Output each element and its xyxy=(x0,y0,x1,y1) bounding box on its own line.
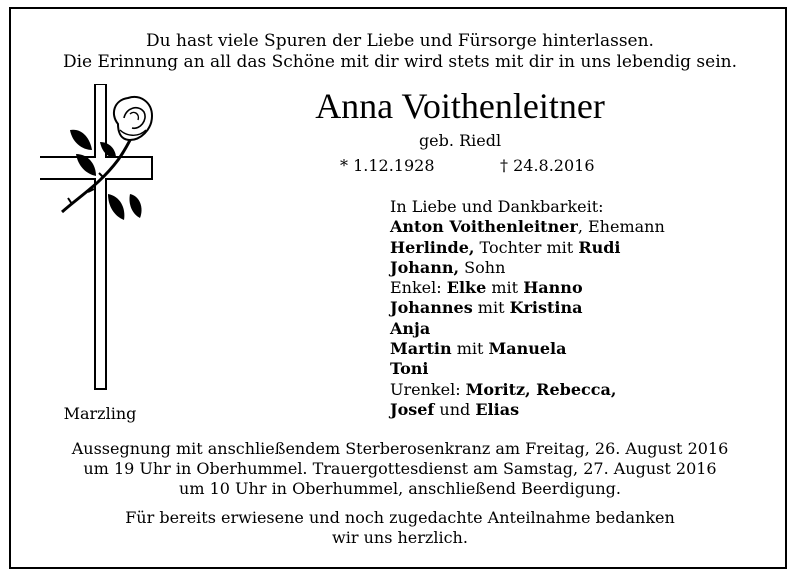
mourner-line xyxy=(390,258,665,278)
thanks-note xyxy=(0,508,800,548)
mourners-intro: In Liebe und Dankbarkeit: xyxy=(390,197,604,216)
mourner-name: Anja xyxy=(390,318,431,338)
motto xyxy=(0,31,800,73)
mourner-name: Herlinde, xyxy=(390,237,475,257)
mourner-relation: , Ehemann xyxy=(577,217,665,237)
birth-name: geb. Riedl xyxy=(418,131,502,150)
mourner-connector: und xyxy=(434,399,476,419)
deceased-name: Anna Voithenleitner xyxy=(315,86,605,126)
mourner-connector: mit xyxy=(451,339,489,359)
mourner-relation: Enkel: xyxy=(390,278,447,298)
mourner-name: Hanno xyxy=(523,278,583,298)
mourner-name: Toni xyxy=(390,359,429,379)
service-line-1: Aussegnung mit anschließendem Sterberosenkranz am Freitag, 26. August 2016 xyxy=(71,439,729,458)
service-line-2: um 19 Uhr in Oberhummel. Trauergottesdienst am Samstag, 27. August 2016 xyxy=(83,459,717,478)
thanks-line-2: wir uns herzlich. xyxy=(332,528,468,547)
mourner-line xyxy=(390,400,665,420)
mourner-name: Elias xyxy=(475,399,520,419)
thanks-line-1: Für bereits erwiesene und noch zugedachte Anteilnahme bedanken xyxy=(125,508,675,527)
rose-bloom xyxy=(114,97,152,140)
birth-date: * 1.12.1928 xyxy=(340,156,435,175)
mourner-line xyxy=(390,359,665,379)
mourner-name: Elke xyxy=(446,278,487,298)
place-of-residence: Marzling xyxy=(63,404,137,423)
service-notice xyxy=(0,439,800,499)
mourner-name: Rudi xyxy=(578,237,621,257)
mourners-list xyxy=(390,197,665,420)
mourner-name: Martin xyxy=(390,339,452,359)
mourner-name: Kristina xyxy=(509,298,583,318)
mourner-name: Moritz, Rebecca, xyxy=(465,379,617,399)
mourner-name: Johannes xyxy=(390,298,473,318)
service-line-3: um 10 Uhr in Oberhummel, anschließend Beerdigung. xyxy=(179,479,621,498)
cross-with-rose-icon xyxy=(40,84,160,394)
motto-line-1: Du hast viele Spuren der Liebe und Fürsorge hinterlassen. xyxy=(146,31,654,51)
mourner-line xyxy=(390,298,665,318)
mourner-line xyxy=(390,319,665,339)
mourner-line xyxy=(390,278,665,298)
motto-line-2: Die Erinnung an all das Schöne mit dir wird stets mit dir in uns lebendig sein. xyxy=(62,52,738,72)
rose-stem xyxy=(62,128,136,212)
mourner-line xyxy=(390,238,665,258)
mourner-name: Anton Voithenleitner xyxy=(390,217,578,237)
mourner-relation: Urenkel: xyxy=(390,379,466,399)
rose-thorns xyxy=(68,173,104,204)
mourner-line xyxy=(390,339,665,359)
mourner-line xyxy=(390,380,665,400)
mourner-relation: Sohn xyxy=(459,257,506,277)
mourner-name: Manuela xyxy=(488,339,567,359)
mourner-relation: Tochter mit xyxy=(474,237,579,257)
mourner-line xyxy=(390,217,665,237)
mourner-connector: mit xyxy=(486,278,524,298)
death-date: † 24.8.2016 xyxy=(500,156,595,175)
mourner-connector: mit xyxy=(472,298,510,318)
mourner-name: Josef xyxy=(390,399,435,419)
mourner-name: Johann, xyxy=(390,257,460,277)
